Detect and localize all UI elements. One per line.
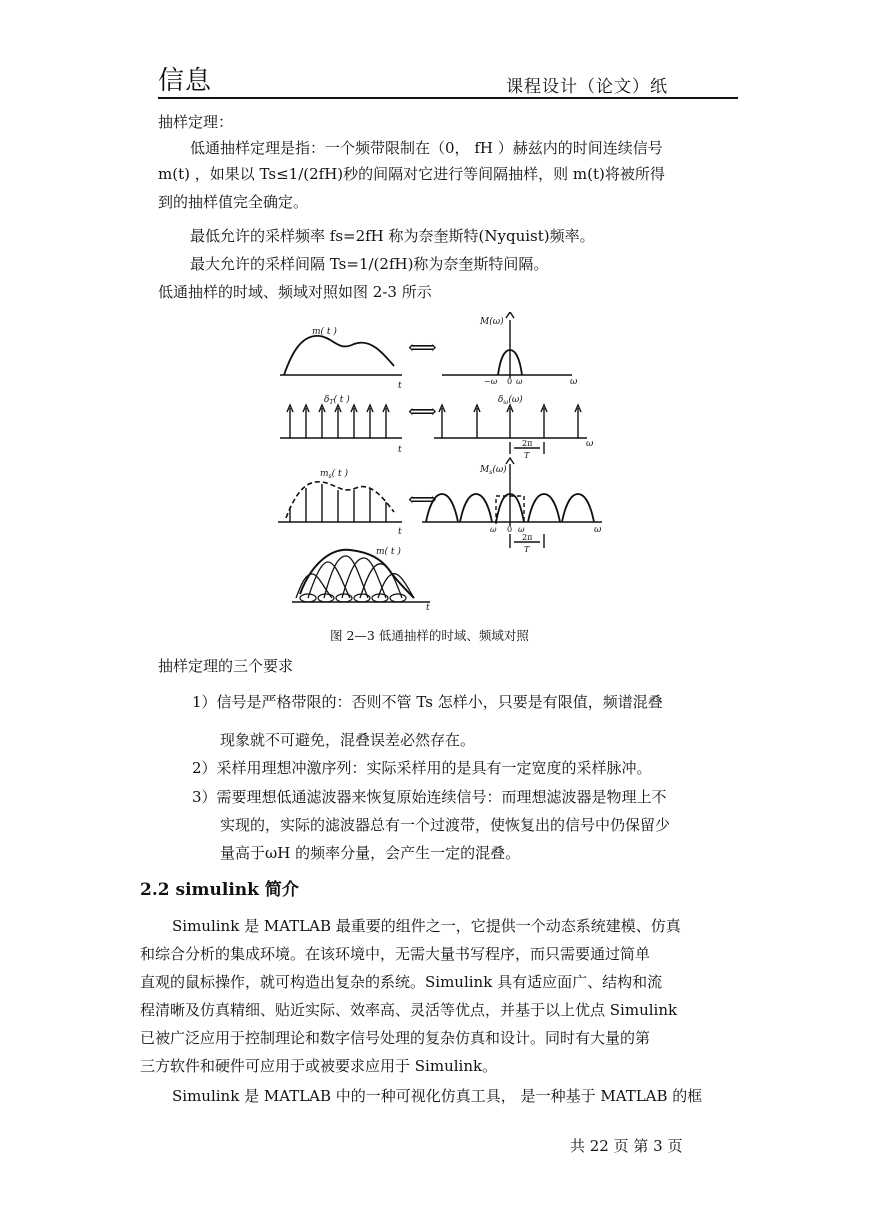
- requirement-item: 实现的，实际的滤波器总有一个过渡带，使恢复出的信号中仍保留少: [220, 816, 671, 834]
- header-rule: [158, 97, 738, 99]
- label-t: t: [398, 445, 402, 455]
- label-Ms: $M_s(\omega)$: [480, 465, 507, 476]
- sinc-pulses: [296, 556, 414, 598]
- header-right-title: 课程设计（论文）纸: [506, 77, 668, 97]
- label-two-pi: 2π: [522, 439, 533, 448]
- equivalence-symbol: ⟺: [408, 487, 437, 511]
- label-wH-neg: ω: [490, 525, 497, 534]
- body-line: 低通抽样的时域、频域对照如图 2-3 所示: [158, 283, 432, 301]
- header-left-title: 信息: [158, 66, 213, 96]
- label-T: T: [524, 545, 530, 554]
- ripple-loops: [300, 594, 406, 602]
- label-Mw: M(ω): [480, 317, 504, 327]
- label-zero: 0: [507, 525, 513, 534]
- label-mt: m( t ): [376, 547, 401, 557]
- body-line: 到的抽样值完全确定。: [158, 193, 309, 211]
- section-line: Simulink 是 MATLAB 中的一种可视化仿真工具， 是一种基于 MATLAB 的框: [172, 1087, 703, 1105]
- requirement-item: 量高于ωH 的频率分量，会产生一定的混叠。: [220, 844, 521, 862]
- label-T: T: [524, 451, 530, 460]
- section-line: 已被广泛应用于控制理论和数字信号处理的复杂仿真和设计。同时有大量的第: [140, 1029, 651, 1047]
- section-line: 直观的鼠标操作，就可构造出复杂的系统。Simulink 具有适应面广、结构和流: [140, 973, 663, 991]
- label-t: t: [426, 603, 430, 612]
- requirements-title: 抽样定理的三个要求: [158, 657, 294, 675]
- section-line: Simulink 是 MATLAB 最重要的组件之一，它提供一个动态系统建模、仿真: [172, 917, 681, 935]
- body-line: 低通抽样定理是指：一个频带限制在（0， fH ）赫兹内的时间连续信号: [190, 139, 663, 157]
- body-line: 最大允许的采样间隔 Ts=1/(2fH)称为奈奎斯特间隔。: [190, 255, 549, 273]
- body-line: 最低允许的采样频率 fs=2fH 称为奈奎斯特(Nyquist)频率。: [190, 227, 595, 245]
- label-t: t: [398, 527, 402, 537]
- envelope-curve: [286, 482, 394, 518]
- label-zero: 0: [507, 377, 513, 386]
- label-minus-wH: −ω: [484, 377, 498, 386]
- label-wH: ω: [518, 525, 525, 534]
- label-two-pi: 2π: [522, 533, 533, 542]
- requirement-item: 3）需要理想低通滤波器来恢复原始连续信号：而理想滤波器是物理上不: [192, 788, 667, 806]
- label-mt: m( t ): [312, 327, 337, 337]
- requirement-item: 1）信号是严格带限的：否则不管 Ts 怎样小，只要是有限值，频谱混叠: [192, 693, 663, 711]
- sampling-figure: [272, 312, 612, 612]
- label-wH: ω: [516, 377, 523, 386]
- signal-curve: [284, 336, 394, 375]
- equivalence-symbol: ⟺: [408, 399, 437, 423]
- equivalence-symbol: ⟺: [408, 335, 437, 359]
- body-line: m(t) ，如果以 Ts≤1/(2fH)秒的间隔对它进行等间隔抽样，则 m(t)将被所得: [158, 165, 665, 183]
- section-line: 三方软件和硬件可应用于或被要求应用于 Simulink。: [140, 1057, 498, 1075]
- axis-arrow: [506, 312, 514, 318]
- label-deltaOmega: $\delta_\omega(\omega)$: [498, 395, 523, 406]
- requirement-item: 现象就不可避免，混叠误差必然存在。: [220, 731, 476, 749]
- body-line: 抽样定理：: [158, 113, 234, 131]
- impulse-train: [287, 405, 389, 438]
- label-t: t: [398, 381, 402, 391]
- requirement-item: 2）采样用理想冲激序列：实际采样用的是具有一定宽度的采样脉冲。: [192, 759, 652, 777]
- section-line: 程清晰及仿真精细、贴近实际、效率高、灵活等优点，并基于以上优点 Simulink: [140, 1001, 678, 1019]
- section-heading: 2.2 simulink 简介: [140, 880, 299, 900]
- page-footer: 共 22 页 第 3 页: [570, 1137, 683, 1155]
- label-w: ω: [570, 377, 578, 387]
- label-w: ω: [586, 439, 594, 449]
- label-deltaT: $\delta_T$( t ): [324, 395, 350, 406]
- figure-caption: 图 2—3 低通抽样的时域、频域对照: [330, 628, 529, 643]
- section-line: 和综合分析的集成环境。在该环境中，无需大量书写程序，而只需要通过简单: [140, 945, 651, 963]
- label-ms: $m_s$( t ): [320, 469, 349, 480]
- label-w: ω: [594, 525, 602, 535]
- spectrum-impulses: [439, 405, 581, 438]
